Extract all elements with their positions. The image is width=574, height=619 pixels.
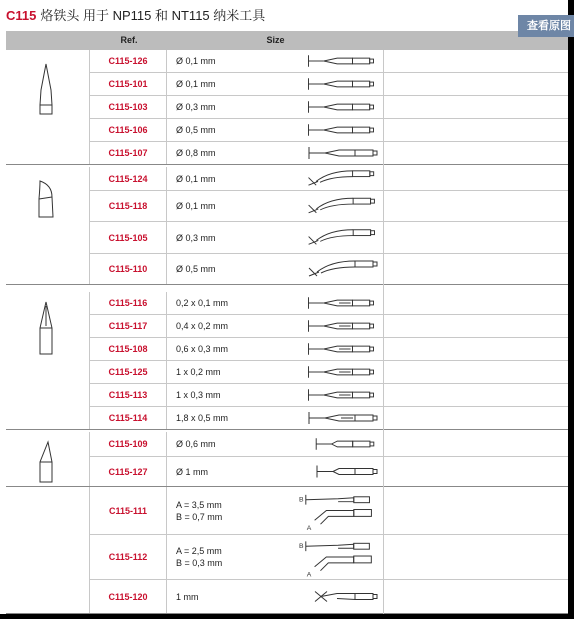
tip-drawing-cell — [297, 119, 387, 141]
table-row[interactable] — [90, 254, 568, 284]
tip-drawing-cell — [297, 167, 387, 190]
size-value: Ø 0,1 mm — [176, 201, 216, 211]
conical-tip-icon — [6, 50, 90, 164]
table-row[interactable] — [90, 457, 568, 486]
table-row[interactable] — [90, 384, 568, 407]
size-value: Ø 0,5 mm — [176, 125, 216, 135]
straight-tip-drawing — [297, 142, 387, 164]
table-header — [6, 31, 568, 50]
ref-code: C115-111 — [90, 487, 167, 534]
ref-code: C115-113 — [90, 384, 167, 406]
chisel-tip-icon — [6, 292, 90, 429]
ref-code: C115-109 — [90, 432, 167, 456]
table-row[interactable] — [90, 361, 568, 384]
tip-drawing-cell — [297, 361, 387, 383]
ref-code: C115-120 — [90, 580, 167, 613]
size-value: 0,4 x 0,2 mm — [176, 321, 229, 331]
size-value: Ø 1 mm — [176, 466, 209, 477]
table-row[interactable] — [90, 292, 568, 315]
series-code: C115 — [6, 8, 37, 23]
size-value: Ø 0,5 mm — [176, 264, 216, 274]
size-value: 1 x 0,2 mm — [176, 367, 221, 377]
header-size: Size — [266, 35, 285, 45]
table-row[interactable] — [90, 142, 568, 164]
dimension-label-a: A — [306, 571, 312, 579]
tip-group — [6, 167, 568, 285]
table-row[interactable] — [90, 338, 568, 361]
size-value: 1 mm — [176, 591, 199, 602]
chisel-tip-drawing — [297, 315, 387, 337]
ref-code: C115-118 — [90, 191, 167, 221]
table-row[interactable] — [90, 167, 568, 191]
size-value: A = 2,5 mm B = 0,3 mm — [176, 546, 223, 568]
ref-code: C115-127 — [90, 457, 167, 486]
tip-drawing-cell — [297, 384, 387, 406]
bent-tip-drawing — [297, 222, 387, 253]
tip-image-cell — [6, 50, 90, 164]
title-text: 烙铁头 用于 NP115 和 NT115 纳米工具 — [40, 8, 266, 23]
ref-code: C115-103 — [90, 96, 167, 118]
dimension-label-a: A — [306, 525, 312, 533]
special-ab-tip-drawing — [297, 487, 387, 534]
ref-code: C115-108 — [90, 338, 167, 360]
size-value: 1,8 x 0,5 mm — [176, 413, 229, 423]
ref-code: C115-116 — [90, 292, 167, 314]
size-value: 0,6 x 0,3 mm — [176, 344, 229, 354]
tip-image-cell — [6, 487, 90, 613]
dimension-label-b: B — [298, 496, 304, 504]
tip-drawing-cell — [297, 191, 387, 221]
table-row[interactable] — [90, 191, 568, 222]
ref-code: C115-112 — [90, 535, 167, 579]
chisel-tip-drawing — [297, 384, 387, 406]
tip-drawing-cell — [297, 487, 387, 534]
tip-group — [6, 487, 568, 614]
size-value: Ø 0,1 mm — [176, 79, 216, 89]
ref-code: C115-105 — [90, 222, 167, 253]
tip-drawing-cell — [297, 580, 387, 613]
page-title — [6, 5, 265, 24]
knife-tip-drawing — [297, 580, 387, 613]
table-row[interactable] — [90, 119, 568, 142]
tip-group — [6, 292, 568, 430]
size-value: Ø 0,3 mm — [176, 232, 216, 243]
tip-drawing-cell — [297, 96, 387, 118]
chisel-tip-drawing — [297, 338, 387, 360]
straight-tip-drawing — [297, 73, 387, 95]
bevel-tip-drawing — [297, 432, 387, 456]
tip-drawing-cell — [297, 50, 387, 72]
ref-code: C115-107 — [90, 142, 167, 164]
bent-tip-drawing — [297, 167, 387, 190]
tip-drawing-cell — [297, 292, 387, 314]
table-row[interactable] — [90, 580, 568, 613]
tip-drawing-cell — [297, 535, 387, 579]
table-row[interactable] — [90, 73, 568, 96]
chisel-tip-drawing — [297, 292, 387, 314]
size-value: Ø 0,3 mm — [176, 102, 216, 112]
tip-drawing-cell — [297, 222, 387, 253]
ref-code: C115-101 — [90, 73, 167, 95]
ref-code: C115-126 — [90, 50, 167, 72]
table-row[interactable] — [90, 315, 568, 338]
ref-code: C115-125 — [90, 361, 167, 383]
bevel-tip-drawing — [297, 457, 387, 486]
ref-code: C115-114 — [90, 407, 167, 429]
bent-tip-drawing — [297, 191, 387, 221]
view-original-button[interactable]: 查看原图 — [518, 15, 574, 37]
tip-drawing-cell — [297, 73, 387, 95]
table-row[interactable] — [90, 432, 568, 457]
special-ab-tip-drawing — [297, 535, 387, 579]
size-value: Ø 0,1 mm — [176, 56, 216, 66]
chisel-tip-drawing — [297, 361, 387, 383]
tip-group — [6, 50, 568, 165]
size-value: Ø 0,1 mm — [176, 173, 216, 184]
table-row[interactable] — [90, 407, 568, 429]
dimension-label-b: B — [298, 543, 304, 551]
tip-drawing-cell — [297, 407, 387, 429]
tip-drawing-cell — [297, 254, 387, 284]
header-ref: Ref. — [120, 35, 138, 45]
column-divider — [383, 50, 384, 614]
bent-tip-drawing — [297, 254, 387, 284]
table-row[interactable] — [90, 487, 568, 535]
ref-code: C115-106 — [90, 119, 167, 141]
tip-drawing-cell — [297, 457, 387, 486]
blank-icon — [6, 487, 90, 613]
ref-code: C115-117 — [90, 315, 167, 337]
tip-drawing-cell — [297, 142, 387, 164]
straight-tip-drawing — [297, 50, 387, 72]
tip-group — [6, 432, 568, 487]
tip-image-cell — [6, 292, 90, 429]
bent-tip-icon — [6, 167, 90, 284]
bevel-tip-icon — [6, 432, 90, 486]
chisel-tip-drawing — [297, 407, 387, 429]
ref-code: C115-110 — [90, 254, 167, 284]
table-row[interactable] — [90, 222, 568, 254]
size-value: Ø 0,8 mm — [176, 148, 216, 158]
tip-image-cell — [6, 432, 90, 486]
tip-drawing-cell — [297, 432, 387, 456]
straight-tip-drawing — [297, 119, 387, 141]
tip-drawing-cell — [297, 338, 387, 360]
tip-drawing-cell — [297, 315, 387, 337]
straight-tip-drawing — [297, 96, 387, 118]
size-value: Ø 0,6 mm — [176, 439, 216, 449]
size-value: 1 x 0,3 mm — [176, 390, 221, 400]
tip-image-cell — [6, 167, 90, 284]
table-row[interactable] — [90, 50, 568, 73]
ref-code: C115-124 — [90, 167, 167, 190]
table-row[interactable] — [90, 96, 568, 119]
table-row[interactable] — [90, 535, 568, 580]
size-value: A = 3,5 mm B = 0,7 mm — [176, 499, 223, 522]
size-value: 0,2 x 0,1 mm — [176, 298, 229, 308]
